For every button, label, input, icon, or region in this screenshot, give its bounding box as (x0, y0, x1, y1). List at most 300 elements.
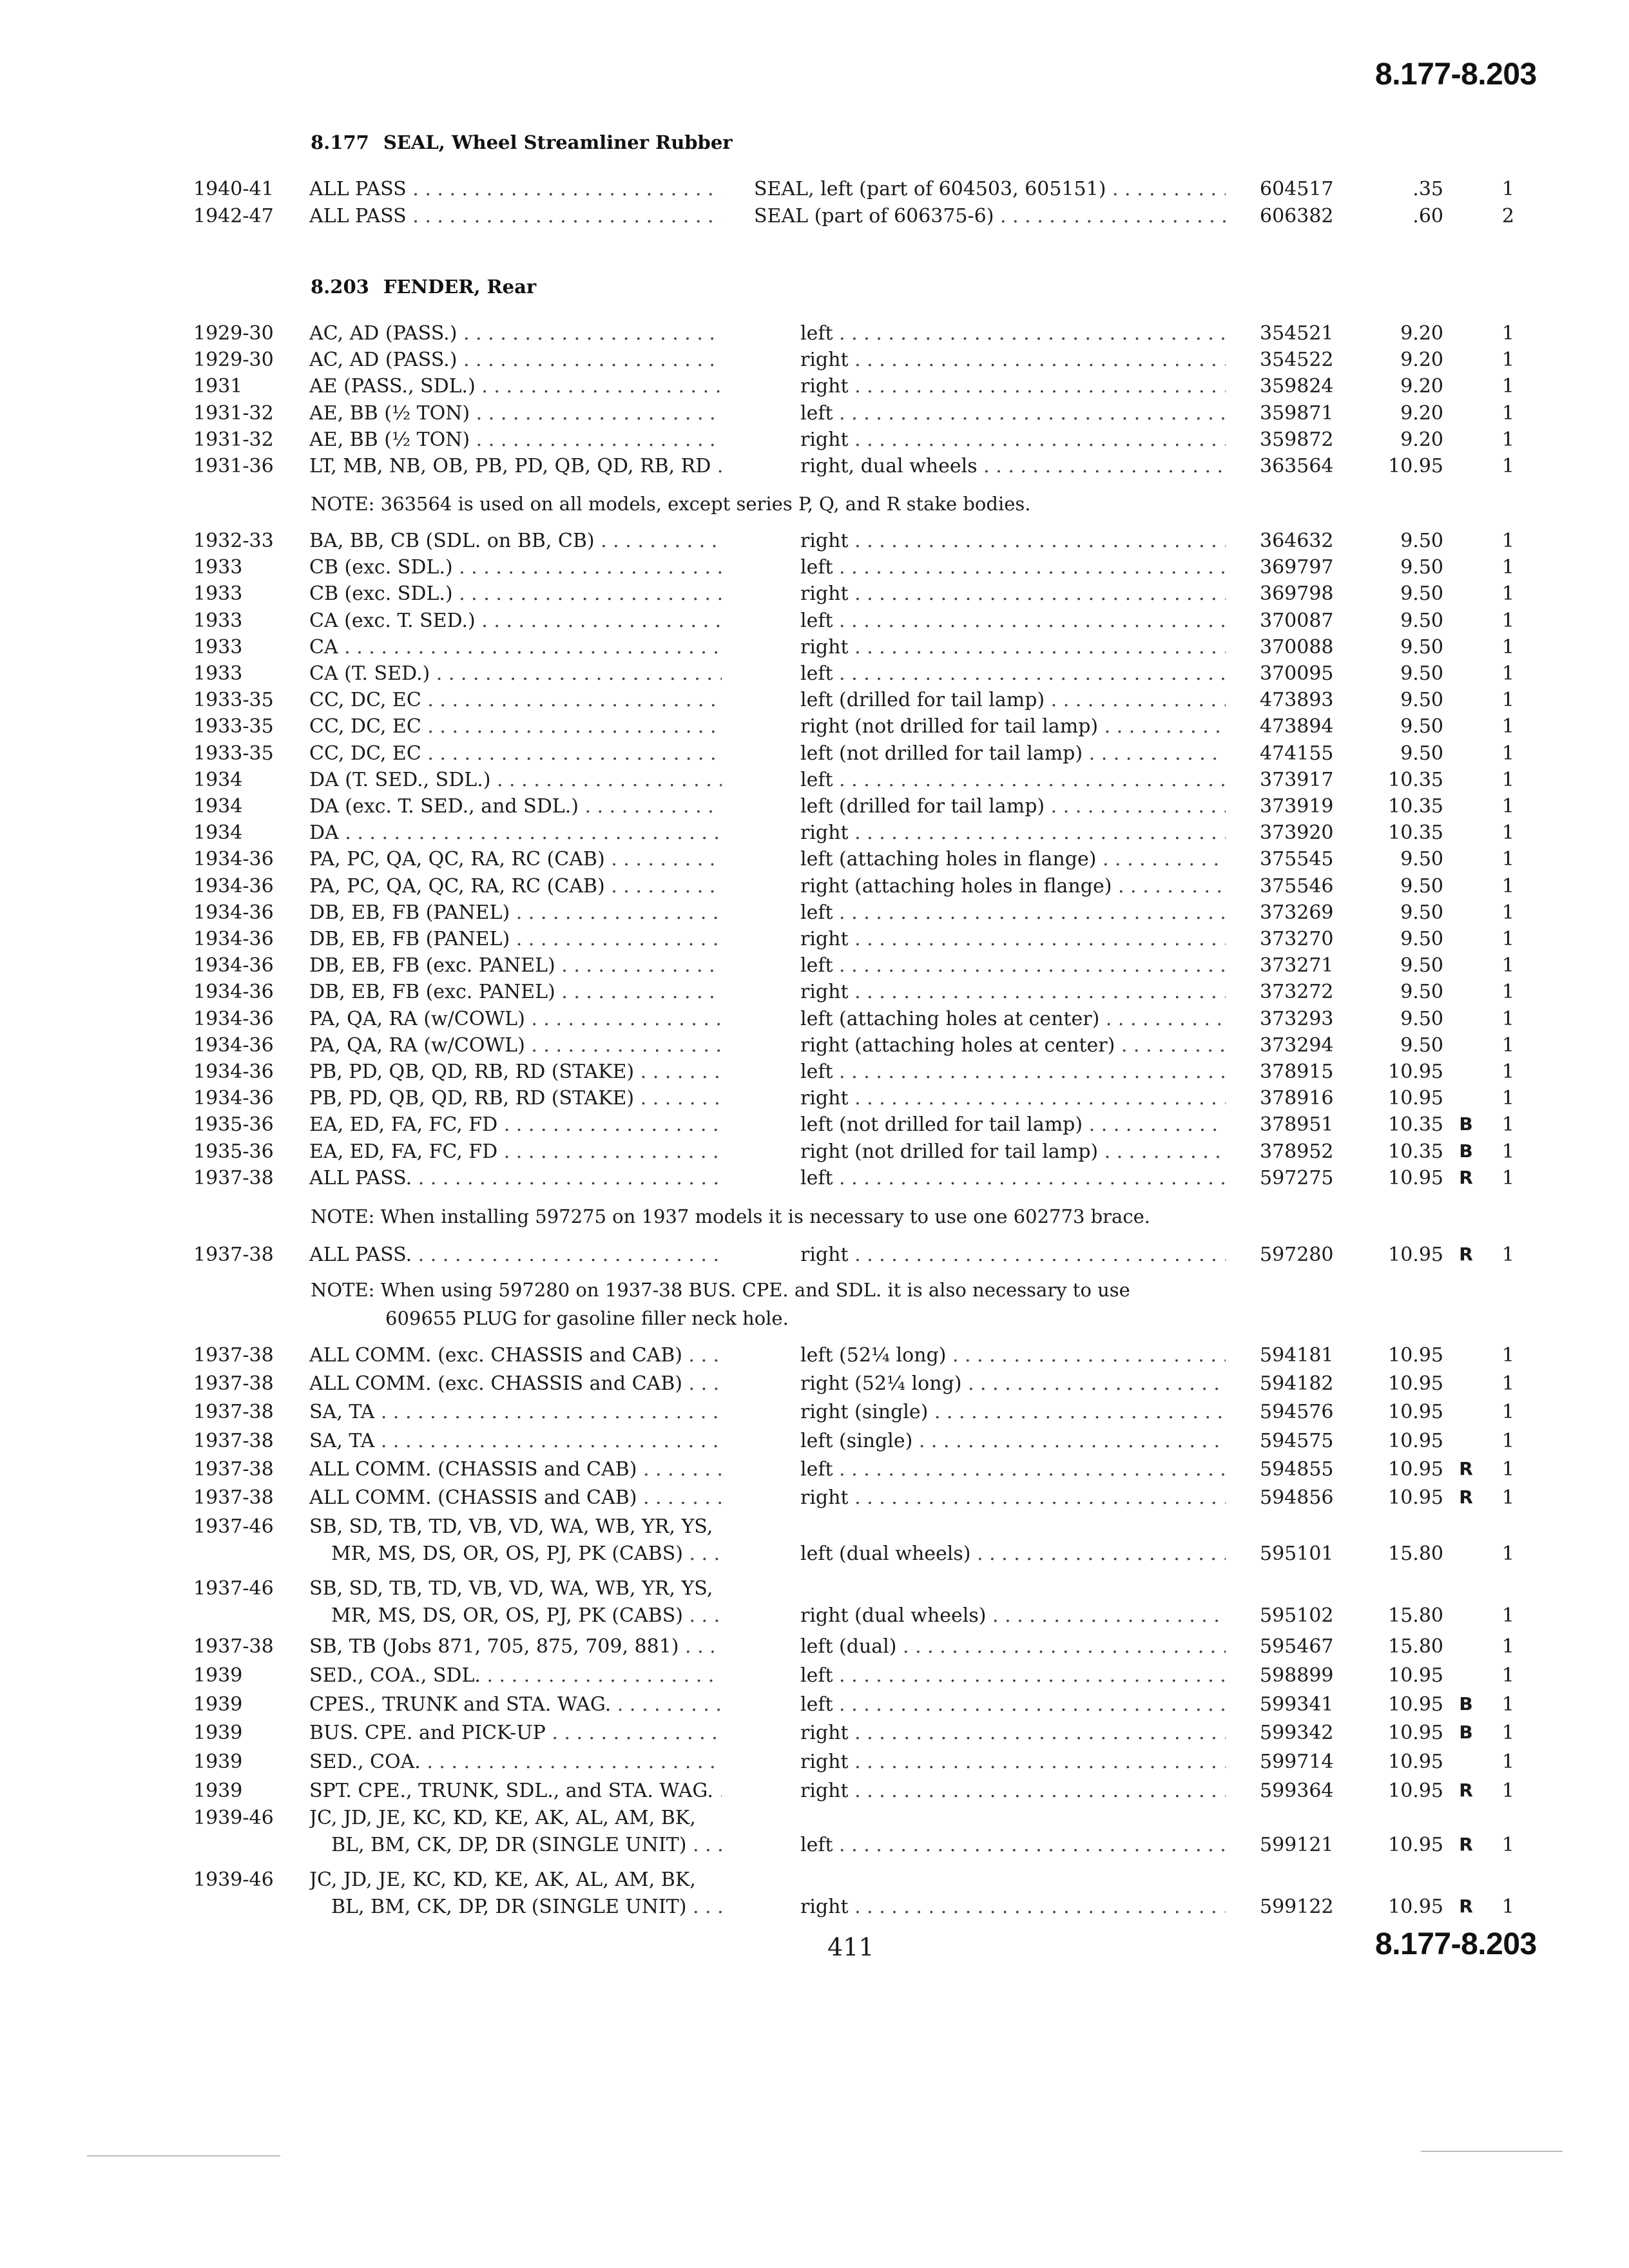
part-number-cell: 597280 (1260, 1244, 1334, 1266)
price-cell: 9.50 (1400, 981, 1443, 1004)
year-cell: 1937-38 (193, 1635, 274, 1658)
description-cell: right, dual wheels . . . (800, 455, 1226, 477)
description-cell: right (attaching holes at center) . . . (800, 1034, 1226, 1057)
year-cell: 1934-36 (193, 928, 274, 950)
price-cell: 10.35 (1388, 822, 1443, 845)
description-cell: left (not drilled for tail lamp) . . . (800, 1113, 1226, 1136)
year-cell: 1939-46 (193, 1807, 274, 1829)
flag-cell: B (1459, 1693, 1473, 1715)
quantity-cell: 1 (1501, 1542, 1514, 1565)
price-cell: 9.50 (1400, 530, 1443, 552)
quantity-cell: 1 (1501, 1087, 1514, 1110)
model-cell: CB (exc. SDL.) . . . (309, 582, 722, 605)
price-cell: 10.35 (1388, 795, 1443, 818)
description-cell: left . . . (800, 1167, 1226, 1189)
quantity-cell: 1 (1501, 689, 1514, 712)
year-cell: 1939 (193, 1664, 243, 1687)
model-cell: EA, ED, FA, FC, FD . . . (309, 1113, 722, 1136)
quantity-cell: 1 (1501, 1486, 1514, 1509)
section-8-177-title (311, 131, 733, 153)
year-cell: 1931-32 (193, 401, 274, 425)
description-cell: left . . . (800, 1693, 1226, 1716)
model-cell: PA, QA, RA (w/COWL) . . . (309, 1034, 722, 1057)
quantity-cell: 1 (1501, 1401, 1514, 1424)
year-cell: 1932-33 (193, 530, 274, 552)
year-cell: 1934-36 (193, 1033, 274, 1057)
year-cell: 1933-35 (193, 742, 274, 765)
year-cell: 1931-32 (193, 428, 274, 451)
year-cell: 1935-36 (193, 1113, 274, 1137)
quantity-cell: 1 (1501, 1722, 1514, 1745)
model-cell: AE, BB (½ TON) . . . (309, 402, 722, 425)
part-number-cell: 373269 (1260, 901, 1334, 924)
year-cell: 1934-36 (193, 1061, 274, 1083)
note-597275: NOTE: When installing 597275 on 1937 models it is necessary to use one 602773 brace. (311, 1206, 1150, 1227)
year-cell: 1933-35 (193, 715, 274, 738)
model-cell: DA (exc. T. SED., and SDL.) . . . (309, 795, 722, 818)
part-number-cell: 373271 (1260, 954, 1334, 977)
model-cell: PA, PC, QA, QC, RA, RC (CAB) . . . (309, 875, 722, 898)
model-cell: ALL COMM. (exc. CHASSIS and CAB) . . . (309, 1372, 722, 1395)
quantity-cell: 1 (1501, 742, 1514, 765)
price-cell: 9.50 (1400, 742, 1443, 765)
year-cell: 1937-46 (193, 1515, 274, 1538)
price-cell: 9.20 (1400, 428, 1443, 451)
model-cell: ALL COMM. (CHASSIS and CAB) . . . (309, 1458, 722, 1481)
section-title: FENDER, Rear (383, 276, 537, 298)
model-cell-line1: SB, SD, TB, TD, VB, VD, WA, WB, YR, YS, (309, 1515, 713, 1538)
part-number-cell: 599364 (1260, 1780, 1334, 1802)
quantity-cell: 1 (1501, 1033, 1514, 1057)
year-cell: 1937-38 (193, 1457, 274, 1481)
model-cell-line1: SB, SD, TB, TD, VB, VD, WA, WB, YR, YS, (309, 1577, 713, 1600)
quantity-cell: 1 (1501, 1429, 1514, 1452)
quantity-cell: 1 (1501, 1244, 1514, 1266)
price-cell: 10.95 (1388, 1166, 1443, 1189)
price-cell: 10.95 (1388, 1401, 1443, 1424)
description-cell: right (single) . . . (800, 1401, 1226, 1423)
price-cell: 10.95 (1388, 1780, 1443, 1802)
model-cell: EA, ED, FA, FC, FD . . . (309, 1140, 722, 1163)
year-cell: 1933 (193, 556, 243, 579)
description-cell: left (single) . . . (800, 1430, 1226, 1452)
part-number-cell: 598899 (1260, 1664, 1334, 1687)
price-cell: 9.50 (1400, 556, 1443, 579)
part-number-cell: 373920 (1260, 822, 1334, 845)
model-cell: BUS. CPE. and PICK-UP . . . (309, 1722, 722, 1744)
quantity-cell: 1 (1501, 322, 1514, 345)
part-number-cell: 373919 (1260, 795, 1334, 818)
model-cell: CC, DC, EC . . . (309, 742, 722, 765)
description-cell: right . . . (800, 582, 1226, 605)
quantity-cell: 1 (1501, 901, 1514, 924)
year-cell: 1939-46 (193, 1869, 274, 1891)
part-number-cell: 599714 (1260, 1751, 1334, 1774)
price-cell: 10.95 (1388, 1061, 1443, 1083)
part-number-cell: 375545 (1260, 848, 1334, 871)
model-cell: CA . . . (309, 636, 722, 658)
price-cell: 9.20 (1400, 349, 1443, 372)
price-cell: 9.50 (1400, 1033, 1443, 1057)
part-number-cell: 599342 (1260, 1722, 1334, 1745)
model-cell: AC, AD (PASS.) . . . (309, 349, 722, 371)
quantity-cell: 1 (1501, 375, 1514, 398)
model-cell: CA (exc. T. SED.) . . . (309, 610, 722, 632)
description-cell: right . . . (800, 928, 1226, 950)
quantity-cell: 1 (1501, 428, 1514, 451)
quantity-cell: 1 (1501, 530, 1514, 552)
quantity-cell: 1 (1501, 1693, 1514, 1716)
quantity-cell: 1 (1501, 1372, 1514, 1396)
footer-range: 8.177-8.203 (1375, 1927, 1537, 1961)
description-cell: right (52¼ long) . . . (800, 1372, 1226, 1395)
description-cell: left (attaching holes at center) . . . (800, 1008, 1226, 1030)
quantity-cell: 1 (1501, 1140, 1514, 1163)
part-number-cell: 378952 (1260, 1140, 1334, 1163)
year-cell: 1939 (193, 1780, 243, 1802)
model-cell: ALL PASS . . . (309, 178, 722, 200)
year-cell: 1933 (193, 582, 243, 606)
description-cell: left . . . (800, 1061, 1226, 1083)
quantity-cell: 2 (1501, 205, 1514, 227)
part-number-cell: 370088 (1260, 635, 1334, 658)
price-cell: 10.95 (1388, 1344, 1443, 1367)
model-cell: DB, EB, FB (PANEL) . . . (309, 901, 722, 924)
price-cell: 9.50 (1400, 662, 1443, 685)
description-cell: right (attaching holes in flange) . . . (800, 875, 1226, 898)
quantity-cell: 1 (1501, 822, 1514, 845)
price-cell: 10.95 (1388, 1429, 1443, 1452)
scan-artifact-right (1421, 2151, 1563, 2152)
description-cell: right . . . (800, 636, 1226, 658)
quantity-cell: 1 (1501, 349, 1514, 372)
flag-cell: R (1459, 1244, 1473, 1265)
part-number-cell: 375546 (1260, 874, 1334, 898)
model-cell-line2: BL, BM, CK, DP, DR (SINGLE UNIT) . . . (309, 1834, 722, 1856)
price-cell: 9.50 (1400, 954, 1443, 977)
part-number-cell: 373272 (1260, 981, 1334, 1004)
model-cell: DA (T. SED., SDL.) . . . (309, 769, 722, 791)
description-cell: right . . . (800, 1087, 1226, 1110)
quantity-cell: 1 (1501, 455, 1514, 477)
quantity-cell: 1 (1501, 715, 1514, 738)
price-cell: 15.80 (1388, 1604, 1443, 1627)
year-cell: 1929-30 (193, 322, 274, 345)
part-number-cell: 594181 (1260, 1344, 1334, 1367)
description-cell: right . . . (800, 349, 1226, 371)
quantity-cell: 1 (1501, 795, 1514, 818)
note-line-2: 609655 PLUG for gasoline filler neck hole. (385, 1307, 789, 1329)
part-number-cell: 594855 (1260, 1457, 1334, 1481)
part-number-cell: 595467 (1260, 1635, 1334, 1658)
part-number-cell: 359871 (1260, 401, 1334, 425)
description-cell: left . . . (800, 610, 1226, 632)
quantity-cell: 1 (1501, 954, 1514, 977)
description-cell: left (attaching holes in flange) . . . (800, 848, 1226, 870)
year-cell: 1934-36 (193, 848, 274, 871)
part-number-cell: 599341 (1260, 1693, 1334, 1716)
model-cell: ALL PASS. . . . (309, 1167, 722, 1189)
year-cell: 1939 (193, 1751, 243, 1774)
price-cell: 10.35 (1388, 1113, 1443, 1137)
part-number-cell: 370095 (1260, 662, 1334, 685)
model-cell-line1: JC, JD, JE, KC, KD, KE, AK, AL, AM, BK, (309, 1869, 696, 1891)
model-cell: CC, DC, EC . . . (309, 715, 722, 738)
year-cell: 1937-38 (193, 1344, 274, 1367)
part-number-cell: 595102 (1260, 1604, 1334, 1627)
model-cell: CA (T. SED.) . . . (309, 662, 722, 685)
description-cell: left . . . (800, 662, 1226, 685)
quantity-cell: 1 (1501, 928, 1514, 950)
description-cell: left . . . (800, 1664, 1226, 1687)
section-8-203-title (311, 276, 536, 298)
part-number-cell: 378915 (1260, 1061, 1334, 1083)
description-cell: left (52¼ long) . . . (800, 1344, 1226, 1367)
model-cell: PA, PC, QA, QC, RA, RC (CAB) . . . (309, 848, 722, 870)
price-cell: 10.95 (1388, 1244, 1443, 1266)
quantity-cell: 1 (1501, 662, 1514, 685)
quantity-cell: 1 (1501, 401, 1514, 425)
price-cell: 9.50 (1400, 901, 1443, 924)
quantity-cell: 1 (1501, 874, 1514, 898)
description-cell: left . . . (800, 322, 1226, 345)
price-cell: 15.80 (1388, 1542, 1443, 1565)
year-cell: 1934 (193, 768, 243, 791)
quantity-cell: 1 (1501, 1780, 1514, 1802)
year-cell: 1934 (193, 795, 243, 818)
model-cell: BA, BB, CB (SDL. on BB, CB) . . . (309, 530, 722, 552)
quantity-cell: 1 (1501, 1007, 1514, 1030)
part-number-cell: 604517 (1260, 178, 1334, 200)
description-cell: right . . . (800, 1722, 1226, 1744)
flag-cell: B (1459, 1140, 1473, 1162)
quantity-cell: 1 (1501, 609, 1514, 632)
year-cell: 1937-38 (193, 1166, 274, 1189)
part-number-cell: 369798 (1260, 582, 1334, 606)
price-cell: 9.20 (1400, 375, 1443, 398)
quantity-cell: 1 (1501, 178, 1514, 200)
model-cell-line2: MR, MS, DS, OR, OS, PJ, PK (CABS) . . . (309, 1542, 722, 1565)
flag-cell: B (1459, 1722, 1473, 1744)
part-number-cell: 354522 (1260, 349, 1334, 372)
model-cell: SA, TA . . . (309, 1430, 722, 1452)
year-cell: 1934-36 (193, 1087, 274, 1110)
price-cell: 15.80 (1388, 1635, 1443, 1658)
flag-cell: R (1459, 1166, 1473, 1188)
part-number-cell: 599121 (1260, 1834, 1334, 1856)
model-cell: CC, DC, EC . . . (309, 689, 722, 711)
part-number-cell: 597275 (1260, 1166, 1334, 1189)
year-cell: 1937-46 (193, 1577, 274, 1600)
price-cell: .60 (1412, 205, 1443, 227)
price-cell: 9.20 (1400, 322, 1443, 345)
year-cell: 1942-47 (193, 205, 274, 227)
year-cell: 1931 (193, 375, 243, 398)
model-cell: AC, AD (PASS.) . . . (309, 322, 722, 345)
year-cell: 1937-38 (193, 1401, 274, 1424)
price-cell: 9.20 (1400, 401, 1443, 425)
part-number-cell: 474155 (1260, 742, 1334, 765)
flag-cell: R (1459, 1780, 1473, 1801)
description-cell: SEAL (part of 606375-6) . . . (754, 205, 1226, 227)
quantity-cell: 1 (1501, 635, 1514, 658)
part-number-cell: 373294 (1260, 1033, 1334, 1057)
part-number-cell: 370087 (1260, 609, 1334, 632)
model-cell: DB, EB, FB (exc. PANEL) . . . (309, 981, 722, 1003)
quantity-cell: 1 (1501, 1751, 1514, 1774)
quantity-cell: 1 (1501, 556, 1514, 579)
model-cell: PB, PD, QB, QD, RB, RD (STAKE) . . . (309, 1087, 722, 1110)
part-number-cell: 594182 (1260, 1372, 1334, 1396)
price-cell: 10.95 (1388, 1087, 1443, 1110)
quantity-cell: 1 (1501, 1113, 1514, 1137)
section-number: 8.177 (311, 131, 369, 153)
price-cell: 10.95 (1388, 1664, 1443, 1687)
description-cell: right . . . (800, 1486, 1226, 1509)
model-cell: DB, EB, FB (exc. PANEL) . . . (309, 954, 722, 977)
description-cell: left . . . (800, 402, 1226, 425)
description-cell: left . . . (800, 769, 1226, 791)
quantity-cell: 1 (1501, 1061, 1514, 1083)
part-number-cell: 373917 (1260, 768, 1334, 791)
price-cell: 10.95 (1388, 1722, 1443, 1745)
model-cell: CB (exc. SDL.) . . . (309, 556, 722, 579)
part-number-cell: 378916 (1260, 1087, 1334, 1110)
part-number-cell: 363564 (1260, 455, 1334, 477)
year-cell: 1934-36 (193, 901, 274, 924)
price-cell: 10.95 (1388, 1486, 1443, 1509)
model-cell: ALL PASS . . . (309, 205, 722, 227)
quantity-cell: 1 (1501, 1896, 1514, 1918)
flag-cell: R (1459, 1457, 1473, 1479)
model-cell-line2: MR, MS, DS, OR, OS, PJ, PK (CABS) . . . (309, 1604, 722, 1627)
price-cell: 9.50 (1400, 874, 1443, 898)
price-cell: 9.50 (1400, 1007, 1443, 1030)
part-number-cell: 473894 (1260, 715, 1334, 738)
model-cell: ALL COMM. (exc. CHASSIS and CAB) . . . (309, 1344, 722, 1367)
section-number: 8.203 (311, 276, 369, 298)
year-cell: 1934 (193, 822, 243, 845)
description-cell: left . . . (800, 556, 1226, 579)
year-cell: 1937-38 (193, 1429, 274, 1452)
description-cell: right (dual wheels) . . . (800, 1604, 1226, 1627)
model-cell-line2: BL, BM, CK, DP, DR (SINGLE UNIT) . . . (309, 1896, 722, 1918)
year-cell: 1934-36 (193, 874, 274, 898)
description-cell: right (not drilled for tail lamp) . . . (800, 1140, 1226, 1163)
quantity-cell: 1 (1501, 1834, 1514, 1856)
description-cell: right . . . (800, 981, 1226, 1003)
part-number-cell: 369797 (1260, 556, 1334, 579)
price-cell: 9.50 (1400, 609, 1443, 632)
model-cell: DA . . . (309, 822, 722, 844)
quantity-cell: 1 (1501, 1166, 1514, 1189)
year-cell: 1934-36 (193, 954, 274, 977)
description-cell: left . . . (800, 901, 1226, 924)
quantity-cell: 1 (1501, 1344, 1514, 1367)
model-cell: ALL PASS. . . . (309, 1244, 722, 1266)
description-cell: right . . . (800, 1244, 1226, 1266)
year-cell: 1937-38 (193, 1244, 274, 1266)
flag-cell: B (1459, 1113, 1473, 1135)
part-number-cell: 473893 (1260, 689, 1334, 712)
year-cell: 1933 (193, 635, 243, 658)
description-cell: SEAL, left (part of 604503, 605151) . . . (754, 178, 1226, 200)
price-cell: 10.95 (1388, 1372, 1443, 1396)
price-cell: 9.50 (1400, 635, 1443, 658)
note-363564: NOTE: 363564 is used on all models, except series P, Q, and R stake bodies. (311, 493, 1031, 515)
description-cell: right . . . (800, 822, 1226, 844)
year-cell: 1934-36 (193, 981, 274, 1004)
flag-cell: R (1459, 1486, 1473, 1508)
year-cell: 1931-36 (193, 455, 274, 477)
part-number-cell: 599122 (1260, 1896, 1334, 1918)
flag-cell: R (1459, 1834, 1473, 1855)
quantity-cell: 1 (1501, 1664, 1514, 1687)
price-cell: 9.50 (1400, 582, 1443, 606)
year-cell: 1937-38 (193, 1372, 274, 1396)
model-cell: SPT. CPE., TRUNK, SDL., and STA. WAG. . . . (309, 1780, 722, 1802)
section-title: SEAL, Wheel Streamliner Rubber (383, 131, 733, 153)
year-cell: 1933 (193, 662, 243, 685)
quantity-cell: 1 (1501, 768, 1514, 791)
price-cell: .35 (1412, 178, 1443, 200)
description-cell: left . . . (800, 1458, 1226, 1481)
part-number-cell: 373293 (1260, 1007, 1334, 1030)
model-cell: SA, TA . . . (309, 1401, 722, 1423)
part-number-cell: 594856 (1260, 1486, 1334, 1509)
description-cell: right . . . (800, 428, 1226, 451)
description-cell: left (drilled for tail lamp) . . . (800, 795, 1226, 818)
part-number-cell: 359824 (1260, 375, 1334, 398)
part-number-cell: 594575 (1260, 1429, 1334, 1452)
part-number-cell: 359872 (1260, 428, 1334, 451)
price-cell: 9.50 (1400, 689, 1443, 712)
model-cell: CPES., TRUNK and STA. WAG. . . . (309, 1693, 722, 1716)
quantity-cell: 1 (1501, 981, 1514, 1004)
price-cell: 10.95 (1388, 455, 1443, 477)
model-cell: PA, QA, RA (w/COWL) . . . (309, 1008, 722, 1030)
description-cell: right . . . (800, 1780, 1226, 1802)
description-cell: right . . . (800, 1896, 1226, 1918)
model-cell: SED., COA., SDL. . . . (309, 1664, 722, 1687)
price-cell: 10.35 (1388, 1140, 1443, 1163)
quantity-cell: 1 (1501, 1457, 1514, 1481)
part-number-cell: 594576 (1260, 1401, 1334, 1424)
note-line-1: NOTE: When using 597280 on 1937-38 BUS. CPE. and SDL. it is also necessary to use (311, 1279, 1130, 1301)
year-cell: 1940-41 (193, 178, 274, 200)
page-header-range: 8.177-8.203 (1375, 57, 1537, 91)
model-cell: SB, TB (Jobs 871, 705, 875, 709, 881) . . . (309, 1635, 722, 1658)
description-cell: left . . . (800, 954, 1226, 977)
model-cell-line1: JC, JD, JE, KC, KD, KE, AK, AL, AM, BK, (309, 1807, 696, 1829)
price-cell: 10.35 (1388, 768, 1443, 791)
scan-artifact-left (87, 2155, 280, 2157)
model-cell: PB, PD, QB, QD, RB, RD (STAKE) . . . (309, 1061, 722, 1083)
year-cell: 1937-38 (193, 1486, 274, 1509)
page-number: 411 (827, 1933, 874, 1961)
part-number-cell: 364632 (1260, 530, 1334, 552)
price-cell: 9.50 (1400, 715, 1443, 738)
description-cell: right (not drilled for tail lamp) . . . (800, 715, 1226, 738)
model-cell: SED., COA. . . . (309, 1751, 722, 1773)
year-cell: 1939 (193, 1722, 243, 1745)
year-cell: 1929-30 (193, 349, 274, 372)
model-cell: AE, BB (½ TON) . . . (309, 428, 722, 451)
price-cell: 9.50 (1400, 928, 1443, 950)
price-cell: 9.50 (1400, 848, 1443, 871)
part-number-cell: 354521 (1260, 322, 1334, 345)
description-cell: left (drilled for tail lamp) . . . (800, 689, 1226, 711)
